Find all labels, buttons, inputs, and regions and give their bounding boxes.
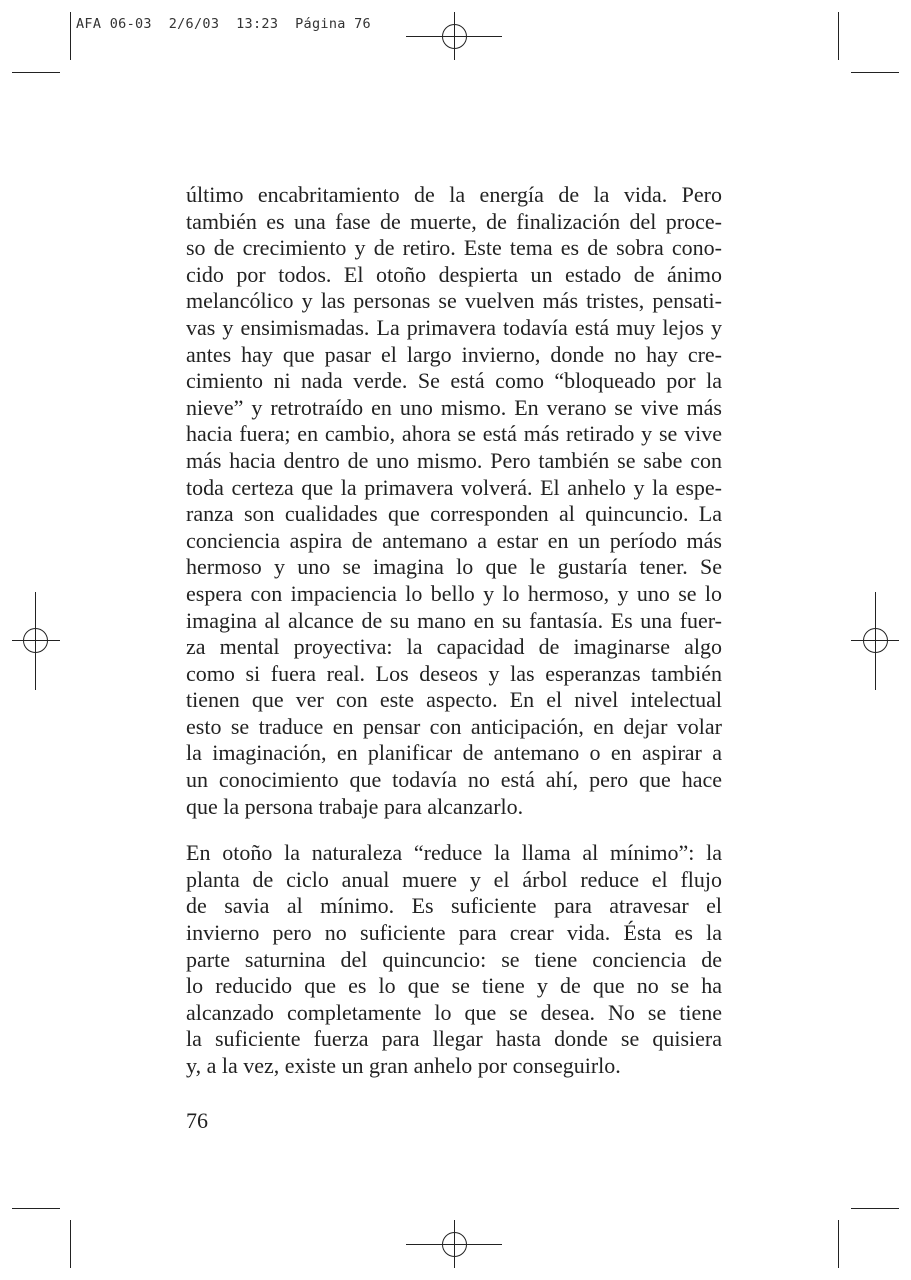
- text-line: toda certeza que la primavera volverá. El anhelo y la espe-: [186, 474, 722, 500]
- text-line: vas y ensimismadas. La primavera todavía está muy lejos y: [186, 314, 722, 340]
- text-line: invierno pero no suficiente para crear vida. Ésta es la: [186, 920, 722, 946]
- text-line: también es una fase de muerte, de finalización del proce-: [186, 208, 722, 234]
- text-line: cido por todos. El otoño despierta un estado de ánimo: [186, 261, 722, 287]
- page-number: 76: [186, 1108, 208, 1133]
- text-line: En otoño la naturaleza “reduce la llama al mínimo”: la: [186, 840, 722, 866]
- text-line: tienen que ver con este aspecto. En el nivel intelectual: [186, 687, 722, 713]
- crop-mark-bottom-right: [839, 1209, 900, 1269]
- text-line: imagina al alcance de su mano en su fantasía. Es una fuer-: [186, 607, 722, 633]
- text-line: de savia al mínimo. Es suficiente para atravesar el: [186, 893, 722, 919]
- crop-mark-bottom-left: [12, 1209, 71, 1269]
- text-line: esto se traduce en pensar con anticipación, en dejar volar: [186, 713, 722, 739]
- text-line: conciencia aspira de antemano a estar en un período más: [186, 527, 722, 553]
- text-line: melancólico y las personas se vuelven más tristes, pensati-: [186, 288, 722, 314]
- registration-mark-bottom: [406, 1220, 502, 1268]
- paragraph: [186, 840, 722, 1079]
- body-text: [186, 182, 722, 1100]
- text-line: so de crecimiento y de retiro. Este tema es de sobra cono-: [186, 235, 722, 261]
- text-line: espera con impaciencia lo bello y lo hermoso, y uno se lo: [186, 580, 722, 606]
- text-line: alcanzado completamente lo que se desea. No se tiene: [186, 999, 722, 1025]
- text-line: como si fuera real. Los deseos y las esperanzas también: [186, 660, 722, 686]
- text-line: planta de ciclo anual muere y el árbol reduce el flujo: [186, 866, 722, 892]
- text-line: cimiento ni nada verde. Se está como “bloqueado por la: [186, 368, 722, 394]
- text-line: la imaginación, en planificar de antemano o en aspirar a: [186, 740, 722, 766]
- text-line: za mental proyectiva: la capacidad de imaginarse algo: [186, 634, 722, 660]
- registration-mark-right: [851, 592, 899, 690]
- paragraph: [186, 182, 722, 820]
- text-line: hermoso y uno se imagina lo que le gustaría tener. Se: [186, 554, 722, 580]
- text-line: la suficiente fuerza para llegar hasta donde se quisiera: [186, 1026, 722, 1052]
- text-line: un conocimiento que todavía no está ahí, pero que hace: [186, 767, 722, 793]
- text-line: parte saturnina del quincuncio: se tiene conciencia de: [186, 946, 722, 972]
- text-line: ranza son cualidades que corresponden al quincuncio. La: [186, 501, 722, 527]
- text-line: más hacia dentro de uno mismo. Pero también se sabe con: [186, 447, 722, 473]
- text-line: lo reducido que es lo que se tiene y de que no se ha: [186, 973, 722, 999]
- text-line: antes hay que pasar el largo invierno, donde no hay cre-: [186, 341, 722, 367]
- text-line: nieve” y retrotraído en uno mismo. En verano se vive más: [186, 394, 722, 420]
- registration-mark-top: [406, 12, 502, 60]
- crop-mark-top-left: [12, 12, 71, 73]
- text-line: y, a la vez, existe un gran anhelo por conseguirlo.: [186, 1053, 621, 1078]
- text-line: hacia fuera; en cambio, ahora se está más retirado y se vive: [186, 421, 722, 447]
- print-slug-header: AFA 06-03 2/6/03 13:23 Página 76: [76, 16, 371, 32]
- crop-mark-top-right: [839, 12, 900, 73]
- text-line: que la persona trabaje para alcanzarlo.: [186, 793, 524, 819]
- registration-mark-left: [12, 592, 60, 690]
- text-line: último encabritamiento de la energía de la vida. Pero: [186, 182, 722, 207]
